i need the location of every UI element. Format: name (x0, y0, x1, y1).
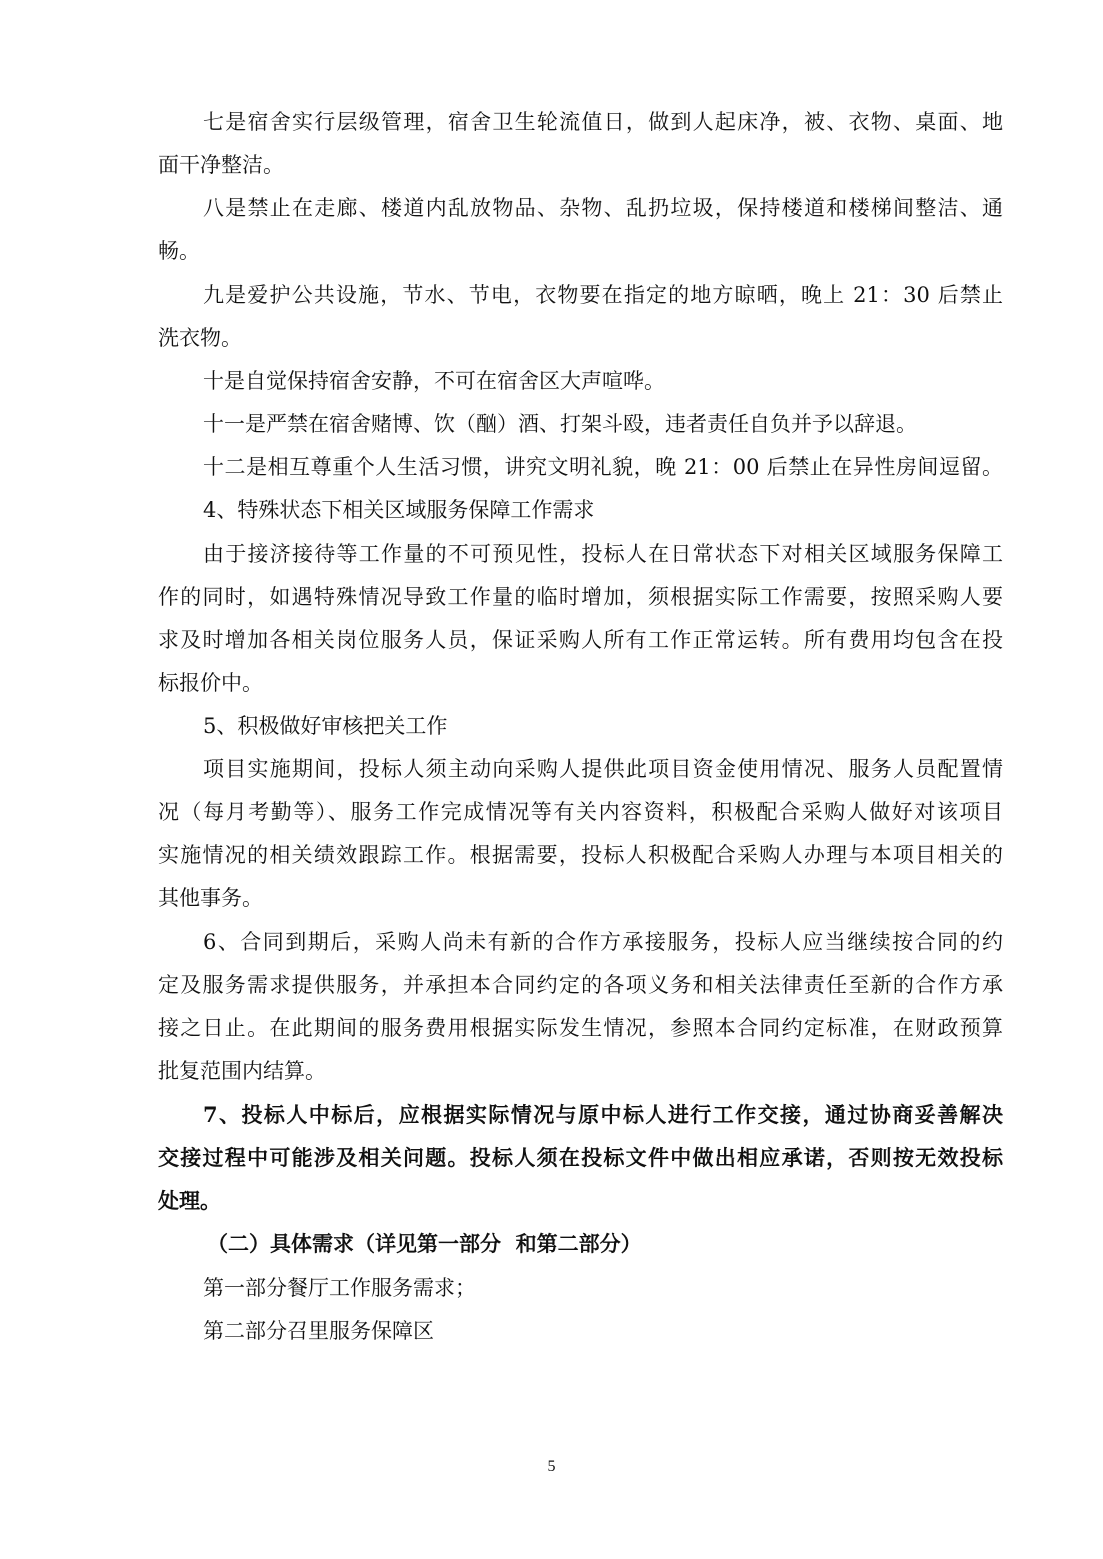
paragraph-line: 况（每月考勤等）、服务工作完成情况等有关内容资料，积极配合采购人做好对该项目 (158, 800, 1003, 824)
paragraph-line: 批复范围内结算。 (158, 1059, 326, 1083)
paragraph-line: 十一是严禁在宿舍赌博、饮（酗）酒、打架斗殴，违者责任自负并予以辞退。 (203, 412, 917, 436)
paragraph-line: 九是爱护公共设施，节水、节电，衣物要在指定的地方晾晒，晚上 21：30 后禁止 (203, 283, 1003, 307)
paragraph-line: 项目实施期间，投标人须主动向采购人提供此项目资金使用情况、服务人员配置情 (203, 757, 1003, 781)
page-number: 5 (547, 1458, 556, 1475)
paragraph-line: 面干净整洁。 (158, 153, 284, 177)
subsection-heading: 5、积极做好审核把关工作 (203, 714, 448, 738)
paragraph-line: 其他事务。 (158, 886, 263, 910)
paragraph-line: 洗衣物。 (158, 326, 242, 350)
part-one-line: 第一部分餐厅工作服务需求； (203, 1276, 476, 1300)
paragraph-line: 标报价中。 (158, 671, 263, 695)
paragraph-line: 由于接济接待等工作量的不可预见性，投标人在日常状态下对相关区域服务保障工 (203, 542, 1003, 566)
paragraph-line: 实施情况的相关绩效跟踪工作。根据需要，投标人积极配合采购人办理与本项目相关的 (158, 843, 1003, 867)
paragraph-line: 十是自觉保持宿舍安静，不可在宿舍区大声喧哗。 (203, 369, 665, 393)
paragraph-line: 十二是相互尊重个人生活习惯，讲究文明礼貌，晚 21：00 后禁止在异性房间逗留。 (203, 455, 1003, 479)
paragraph-line: 接之日止。在此期间的服务费用根据实际发生情况，参照本合同约定标准，在财政预算 (158, 1016, 1003, 1040)
bold-paragraph-line: 交接过程中可能涉及相关问题。投标人须在投标文件中做出相应承诺，否则按无效投标 (158, 1145, 1003, 1170)
part-two-line: 第二部分召里服务保障区 (203, 1319, 434, 1343)
paragraph-line: 6、合同到期后，采购人尚未有新的合作方承接服务，投标人应当继续按合同的约 (203, 930, 1003, 954)
paragraph-line: 七是宿舍实行层级管理，宿舍卫生轮流值日，做到人起床净，被、衣物、桌面、地 (203, 110, 1003, 134)
paragraph-line: 求及时增加各相关岗位服务人员，保证采购人所有工作正常运转。所有费用均包含在投 (158, 628, 1003, 652)
bold-paragraph-line: 处理。 (158, 1188, 221, 1213)
paragraph-line: 畅。 (158, 239, 200, 263)
paragraph-line: 定及服务需求提供服务，并承担本合同约定的各项义务和相关法律责任至新的合作方承 (158, 973, 1003, 997)
section-heading: （二）具体需求（详见第一部分 和第二部分） (207, 1231, 642, 1256)
paragraph-line: 作的同时，如遇特殊情况导致工作量的临时增加，须根据实际工作需要，按照采购人要 (158, 585, 1003, 609)
paragraph-line: 八是禁止在走廊、楼道内乱放物品、杂物、乱扔垃圾，保持楼道和楼梯间整洁、通 (203, 196, 1003, 220)
bold-paragraph-line: 7、投标人中标后，应根据实际情况与原中标人进行工作交接，通过协商妥善解决 (203, 1102, 1003, 1127)
subsection-heading: 4、特殊状态下相关区域服务保障工作需求 (203, 498, 595, 522)
